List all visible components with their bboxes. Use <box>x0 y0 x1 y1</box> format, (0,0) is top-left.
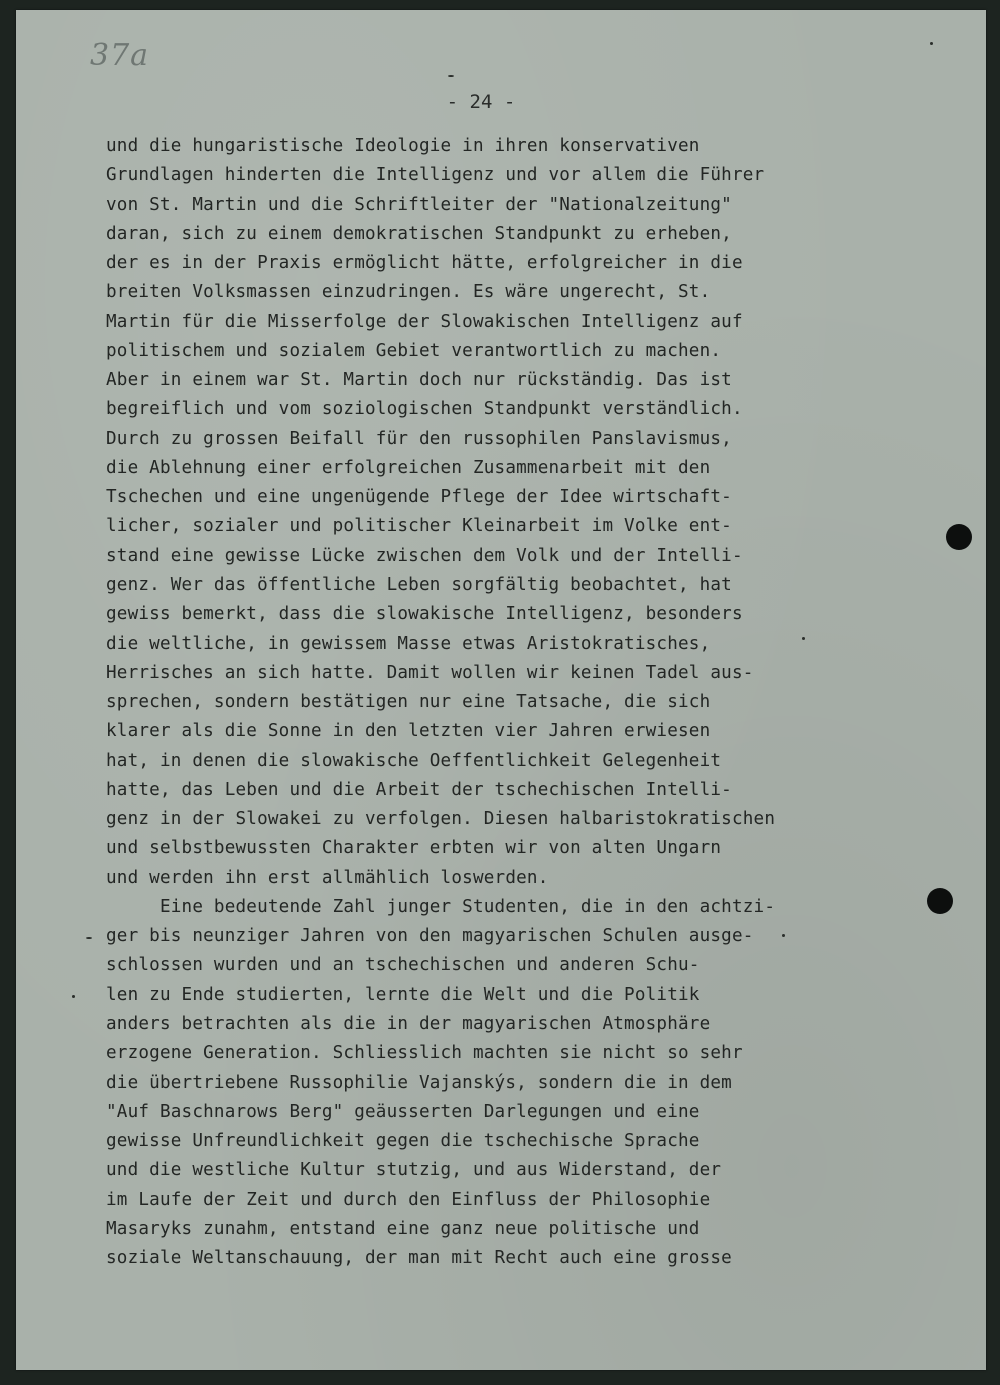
punch-hole <box>946 524 972 550</box>
text-line: und die hungaristische Ideologie in ihren konservativen <box>106 136 700 156</box>
ink-speck <box>782 934 785 937</box>
text-line: daran, sich zu einem demokratischen Standpunkt zu erheben, <box>106 223 732 244</box>
text-line: Tschechen und eine ungenügende Pflege der Idee wirtschaft- <box>106 487 732 508</box>
ink-speck <box>448 75 454 77</box>
text-line: politischem und sozialem Gebiet verantwortlich zu machen. <box>106 340 722 361</box>
text-line: und die westliche Kultur stutzig, und aus Widerstand, der <box>106 1160 722 1181</box>
text-line: licher, sozialer und politischer Kleinarbeit im Volke ent- <box>106 516 732 537</box>
text-line: breiten Volksmassen einzudringen. Es wäre ungerecht, St. <box>106 282 711 303</box>
text-line: stand eine gewisse Lücke zwischen dem Volk und der Intelli- <box>106 545 743 566</box>
text-line: hatte, das Leben und die Arbeit der tschechischen Intelli- <box>106 779 732 800</box>
text-line: schlossen wurden und an tschechischen und anderen Schu- <box>106 955 700 976</box>
text-line: Aber in einem war St. Martin doch nur rückständig. Das ist <box>106 370 732 391</box>
text-line: klarer als die Sonne in den letzten vier Jahren erwiesen <box>106 721 711 742</box>
text-line: soziale Weltanschauung, der man mit Recht auch eine grosse <box>106 1248 732 1269</box>
text-line: erzogene Generation. Schliesslich machten sie nicht so sehr <box>106 1043 743 1064</box>
ink-speck <box>930 42 933 45</box>
text-line: Eine bedeutende Zahl junger Studenten, die in den achtzi- <box>106 896 776 917</box>
text-line: die übertriebene Russophilie Vajanskýs, sondern die in dem <box>106 1072 732 1093</box>
text-line: "Auf Baschnarows Berg" geäusserten Darlegungen und eine <box>106 1101 700 1122</box>
text-line: und selbstbewussten Charakter erbten wir von alten Ungarn <box>106 838 722 859</box>
text-line: Herrisches an sich hatte. Damit wollen wir keinen Tadel aus- <box>106 662 754 683</box>
text-line: Grundlagen hinderten die Intelligenz und vor allem die Führer <box>106 165 765 186</box>
text-line: Masaryks zunahm, entstand eine ganz neue politische und <box>106 1218 700 1239</box>
text-line: anders betrachten als die in der magyarischen Atmosphäre <box>106 1013 711 1034</box>
text-line: hat, in denen die slowakische Oeffentlichkeit Gelegenheit <box>106 750 722 771</box>
text-line: gewiss bemerkt, dass die slowakische Intelligenz, besonders <box>106 604 743 625</box>
page-number: - 24 - <box>446 91 516 113</box>
text-line: von St. Martin und die Schriftleiter der "Nationalzeitung" <box>106 194 732 215</box>
handwritten-page-note: 37a <box>90 38 150 73</box>
ink-speck <box>802 637 805 640</box>
text-line: ger bis neunziger Jahren von den magyarischen Schulen ausge- <box>106 926 754 947</box>
text-line: gewisse Unfreundlichkeit gegen die tschechische Sprache <box>106 1131 700 1152</box>
text-line: im Laufe der Zeit und durch den Einfluss der Philosophie <box>106 1189 711 1210</box>
text-line: genz. Wer das öffentliche Leben sorgfältig beobachtet, hat <box>106 574 732 595</box>
ink-speck <box>72 995 75 998</box>
text-line: die weltliche, in gewissem Masse etwas Aristokratisches, <box>106 633 711 654</box>
text-line: der es in der Praxis ermöglicht hätte, erfolgreicher in die <box>106 253 743 274</box>
text-line: begreiflich und vom soziologischen Standpunkt verständlich. <box>106 399 743 420</box>
text-line: und werden ihn erst allmählich loswerden. <box>106 867 549 888</box>
text-line: len zu Ende studierten, lernte die Welt und die Politik <box>106 984 700 1005</box>
text-line: genz in der Slowakei zu verfolgen. Diesen halbaristokratischen <box>106 809 776 830</box>
ink-speck <box>86 937 92 939</box>
punch-hole <box>927 888 953 914</box>
text-line: sprechen, sondern bestätigen nur eine Tatsache, die sich <box>106 692 711 713</box>
text-line: die Ablehnung einer erfolgreichen Zusammenarbeit mit den <box>106 457 711 478</box>
text-line: Martin für die Misserfolge der Slowakischen Intelligenz auf <box>106 311 743 332</box>
typed-body-text <box>106 132 775 1273</box>
text-line: Durch zu grossen Beifall für den russophilen Panslavismus, <box>106 428 732 449</box>
